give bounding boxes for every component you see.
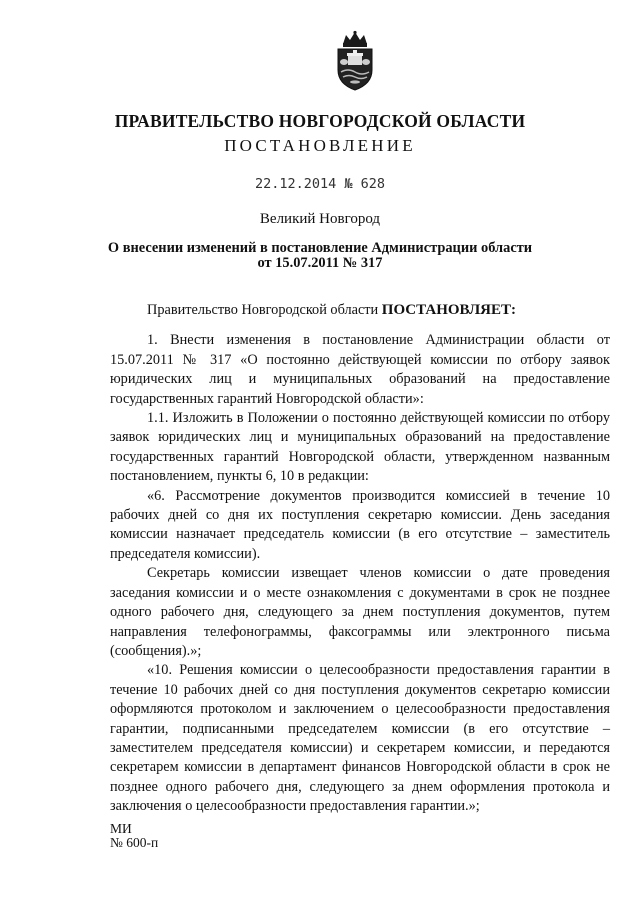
city-name: Великий Новгород xyxy=(259,211,381,227)
document-subject xyxy=(100,241,540,271)
subject-line-1: О внесении изменений в постановление Администрации области xyxy=(107,240,533,256)
paragraph-1-1: 1.1. Изложить в Положении о постоянно действующей комиссии по отбору заявок юридических лиц и муниципальных образований на предоставление государственных гарантий Новгородской области, утвержденном названным постановлением, пункты 6, 10 в редакции: xyxy=(110,410,610,485)
intro-lead: Правительство Новгородской области xyxy=(147,302,382,318)
paragraph-6-continued: Секретарь комиссии извещает членов комиссии о дате проведения заседания комиссии и о месте ознакомления с документами в срок не позднее одного рабочего дня, следующего за днем поступления документов, путем направления телефонограммы, факсограммы или электронного письма (сообщения).»; xyxy=(110,565,610,659)
paragraph-6: «6. Рассмотрение документов производится комиссией в течение 10 рабочих дней со дня их поступления секретарю комиссии. День заседания комиссии назначает председатель комиссии (в его отсутствие – заместитель председателя комиссии). xyxy=(110,487,610,562)
author-initials: МИ xyxy=(110,821,132,836)
decree-keyword: ПОСТАНОВЛЯЕТ: xyxy=(381,302,517,318)
footer-mark xyxy=(110,822,158,850)
subject-line-2: от 15.07.2011 № 317 xyxy=(257,255,383,271)
internal-number: № 600-п xyxy=(110,835,159,850)
intro-paragraph xyxy=(110,301,610,320)
date-number-stamp: 22.12.2014 № 628 xyxy=(254,176,386,192)
coat-of-arms-icon xyxy=(326,30,384,92)
document-body xyxy=(110,301,610,817)
document-type: ПОСТАНОВЛЕНИЕ xyxy=(224,136,416,155)
government-title: ПРАВИТЕЛЬСТВО НОВГОРОДСКОЙ ОБЛАСТИ xyxy=(114,111,526,131)
paragraph-1: 1. Внести изменения в постановление Администрации области от 15.07.2011 № 317 «О постоянно действующей комиссии по отбору заявок юридических лиц и муниципальных образований на предоставление государственных гарантий Новгородской области»: xyxy=(110,332,610,407)
paragraph-10: «10. Решения комиссии о целесообразности предоставления гарантии в течение 10 рабочих дней со дня поступления документов секретарю комиссии оформляются протоколом и заключением о целесообразности предоставления гарантии, подписанными председателем комиссии (в его отсутствие – заместителем председателя комиссии) и секретарем комиссии, и передаются секретарем комиссии в департамент финансов Новгородской области в срок не позднее одного рабочего дня, следующего за днем оформления протокола и заключения о целесообразности предоставления гарантии.»; xyxy=(110,662,610,815)
